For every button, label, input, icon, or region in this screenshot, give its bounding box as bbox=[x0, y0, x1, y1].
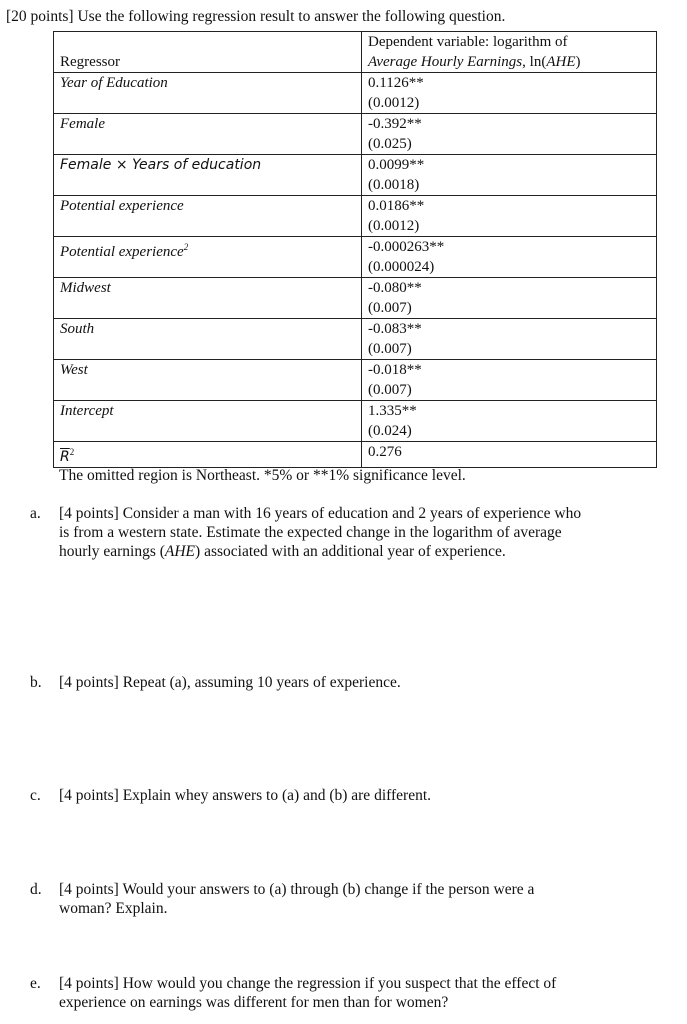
table-header-row bbox=[54, 32, 657, 73]
standard-error: (0.025) bbox=[368, 136, 412, 152]
regressor-name: Intercept bbox=[54, 401, 362, 442]
question-text: [4 points] How would you change the regression if you suspect that the effect of experience on earnings was different for men than for women? bbox=[59, 975, 557, 1011]
r-squared-value: 0.276 bbox=[362, 442, 657, 468]
regressor-name: South bbox=[54, 319, 362, 360]
coefficient-cell bbox=[362, 73, 657, 114]
coefficient: 0.0099** bbox=[368, 157, 425, 173]
table-row bbox=[54, 360, 657, 401]
standard-error: (0.024) bbox=[368, 423, 412, 439]
header-line2: Average Hourly Earnings, ln(AHE) bbox=[368, 54, 581, 70]
coefficient-cell bbox=[362, 319, 657, 360]
standard-error: (0.007) bbox=[368, 382, 412, 398]
question-letter: b. bbox=[30, 674, 42, 691]
coefficient-cell bbox=[362, 155, 657, 196]
coefficient: -0.083** bbox=[368, 321, 422, 337]
question-letter: e. bbox=[30, 975, 41, 992]
regression-table bbox=[53, 31, 657, 468]
regressor-name: West bbox=[54, 360, 362, 401]
regressor-name: Potential experience bbox=[54, 196, 362, 237]
standard-error: (0.007) bbox=[368, 341, 412, 357]
coefficient-cell bbox=[362, 278, 657, 319]
coefficient: -0.392** bbox=[368, 116, 422, 132]
question-text: [4 points] Repeat (a), assuming 10 years of experience. bbox=[59, 674, 401, 691]
coefficient: -0.000263** bbox=[368, 239, 445, 255]
intro-text: [20 points] Use the following regression result to answer the following question. bbox=[6, 8, 506, 25]
table-row bbox=[54, 401, 657, 442]
question-letter: d. bbox=[30, 881, 42, 898]
standard-error: (0.007) bbox=[368, 300, 412, 316]
table-row bbox=[54, 196, 657, 237]
r-squared-row bbox=[54, 442, 657, 468]
coefficient: 0.0186** bbox=[368, 198, 425, 214]
standard-error: (0.0012) bbox=[368, 218, 420, 234]
r-squared-label: $\overline{R}^2$ bbox=[54, 442, 362, 468]
regressor-name: Female × Years of education bbox=[54, 155, 362, 196]
header-line1: Dependent variable: logarithm of bbox=[368, 34, 568, 50]
regressor-name: Female bbox=[54, 114, 362, 155]
coefficient-cell bbox=[362, 114, 657, 155]
coefficient-cell bbox=[362, 237, 657, 278]
table-row bbox=[54, 155, 657, 196]
question-text: [4 points] Explain whey answers to (a) and (b) are different. bbox=[59, 787, 432, 804]
regressor-name: Midwest bbox=[54, 278, 362, 319]
regressor-name: Potential experience$^2$ bbox=[54, 237, 362, 278]
standard-error: (0.000024) bbox=[368, 259, 435, 275]
table-row bbox=[54, 278, 657, 319]
regressor-name: Year of Education bbox=[54, 73, 362, 114]
standard-error: (0.0018) bbox=[368, 177, 420, 193]
coefficient-cell bbox=[362, 196, 657, 237]
table-row bbox=[54, 237, 657, 278]
coefficient: 1.335** bbox=[368, 403, 417, 419]
coefficient-cell bbox=[362, 360, 657, 401]
coefficient-cell bbox=[362, 401, 657, 442]
header-regressor: Regressor bbox=[54, 32, 362, 73]
table-note: The omitted region is Northeast. *5% or **1% significance level. bbox=[59, 467, 466, 484]
coefficient: -0.018** bbox=[368, 362, 422, 378]
question-text: [4 points] Would your answers to (a) through (b) change if the person were a woman? Explain. bbox=[59, 881, 535, 917]
question-letter: c. bbox=[30, 787, 41, 804]
coefficient: 0.1126** bbox=[368, 75, 424, 91]
header-dependent-variable bbox=[362, 32, 657, 73]
question-text: [4 points] Consider a man with 16 years of education and 2 years of experience who is from a western state. Estimate the expected change in the logarithm of average hourly earnings (AHE) associated with an additional year of experience. bbox=[59, 505, 582, 560]
coefficient: -0.080** bbox=[368, 280, 422, 296]
standard-error: (0.0012) bbox=[368, 95, 420, 111]
question-letter: a. bbox=[30, 505, 41, 522]
table-row bbox=[54, 114, 657, 155]
table-row bbox=[54, 319, 657, 360]
table-row bbox=[54, 73, 657, 114]
